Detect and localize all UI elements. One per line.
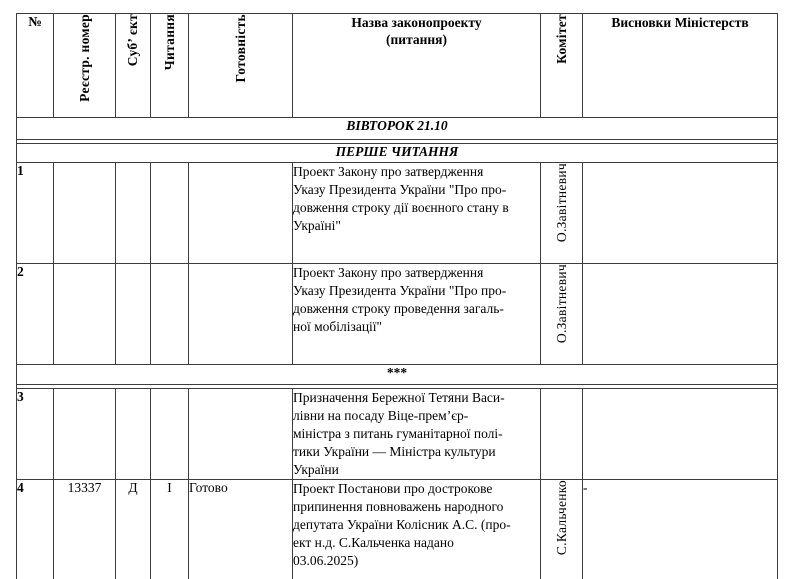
section-banner-row xyxy=(17,144,778,163)
cell-committee xyxy=(541,480,583,579)
col-header-reading xyxy=(151,14,189,118)
table-row xyxy=(17,163,778,264)
cell-number: 3 xyxy=(17,389,54,480)
cell-bill-title: Проект Закону про затвердження Указу Президента України "Про про- довження строку проведення загаль- ної мобілізації" xyxy=(293,264,541,365)
cell-conclusions xyxy=(583,163,778,264)
cell-subject xyxy=(116,163,151,264)
cell-subject: Д xyxy=(116,480,151,579)
section-banner: ПЕРШЕ ЧИТАННЯ xyxy=(17,144,778,163)
cell-bill-title: Призначення Бережної Тетяни Васи- лівни на посаду Віце-прем’єр- міністра з питань гуманітарної полі- тики України — Міністра культури України xyxy=(293,389,541,480)
day-banner: ВІВТОРОК 21.10 xyxy=(17,118,778,140)
cell-reg-number: 13337 xyxy=(54,480,116,579)
schedule-table xyxy=(16,13,778,579)
table-row xyxy=(17,389,778,480)
cell-readiness: Готово xyxy=(189,480,293,579)
cell-committee xyxy=(541,163,583,264)
cell-reading: І xyxy=(151,480,189,579)
cell-reading xyxy=(151,264,189,365)
col-header-reg-number-label: Реєстр. номер xyxy=(76,14,92,102)
table-row xyxy=(17,480,778,579)
day-banner-row xyxy=(17,118,778,140)
col-header-readiness-label: Готовність xyxy=(232,14,248,83)
cell-bill-title: Проект Закону про затвердження Указу Президента України "Про про- довження строку дії воєнного стану в Україні" xyxy=(293,163,541,264)
committee-name: О.Завітневич xyxy=(553,264,569,344)
separator-stars: *** xyxy=(17,365,778,385)
cell-conclusions xyxy=(583,264,778,365)
cell-number: 2 xyxy=(17,264,54,365)
cell-committee xyxy=(541,389,583,480)
committee-name: О.Завітневич xyxy=(553,163,569,243)
cell-committee xyxy=(541,264,583,365)
col-header-readiness xyxy=(189,14,293,118)
col-header-committee-label: Комітет xyxy=(553,14,569,64)
cell-subject xyxy=(116,389,151,480)
col-header-subject xyxy=(116,14,151,118)
cell-bill-title: Проект Постанови про дострокове припинення повноважень народного депутата України Колісник А.С. (про- ект н.д. С.Кальченка надано 03.06.2025) xyxy=(293,480,541,579)
col-header-subject-label: Суб’ єкт xyxy=(125,14,140,67)
cell-conclusions: - xyxy=(583,480,778,579)
cell-reg-number xyxy=(54,264,116,365)
cell-number: 1 xyxy=(17,163,54,264)
col-header-reading-label: Читання xyxy=(161,14,177,71)
cell-reg-number xyxy=(54,389,116,480)
cell-reading xyxy=(151,389,189,480)
table-row xyxy=(17,264,778,365)
cell-reg-number xyxy=(54,163,116,264)
col-header-committee xyxy=(541,14,583,118)
col-header-number: № xyxy=(17,14,54,118)
col-header-bill-title: Назва законопроекту (питання) xyxy=(293,14,541,118)
committee-name: С.Кальченко xyxy=(553,480,569,556)
separator-row xyxy=(17,365,778,385)
cell-readiness xyxy=(189,264,293,365)
cell-readiness xyxy=(189,163,293,264)
header-row xyxy=(17,14,778,118)
cell-number: 4 xyxy=(17,480,54,579)
col-header-reg-number xyxy=(54,14,116,118)
cell-readiness xyxy=(189,389,293,480)
cell-subject xyxy=(116,264,151,365)
cell-conclusions xyxy=(583,389,778,480)
col-header-conclusions: Висновки Міністерств xyxy=(583,14,778,118)
cell-reading xyxy=(151,163,189,264)
